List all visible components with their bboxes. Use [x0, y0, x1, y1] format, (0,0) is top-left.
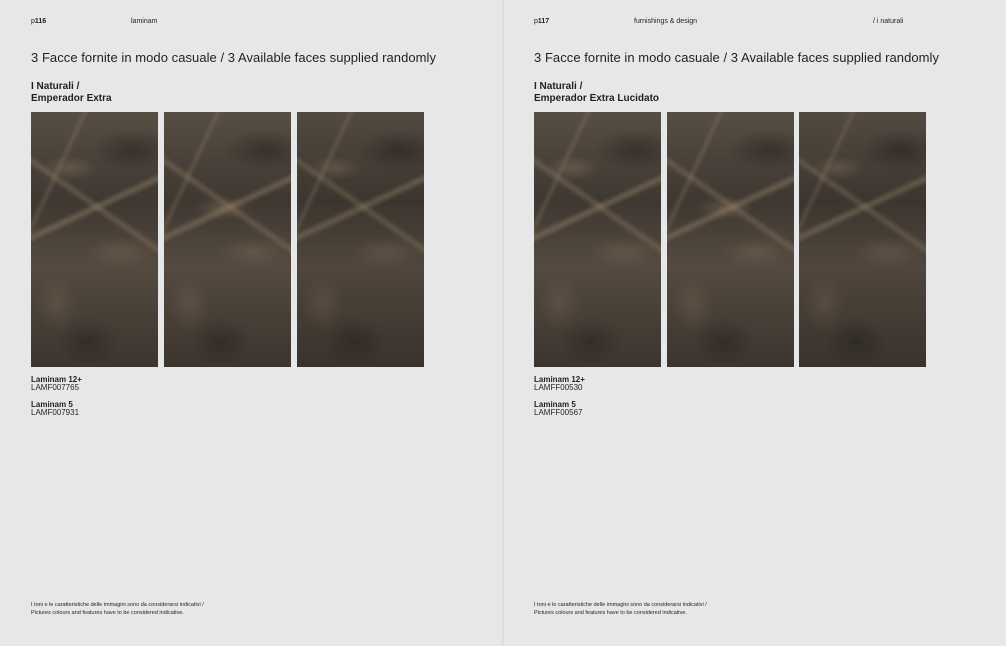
page-number: p117: [534, 18, 550, 25]
left-page: [0, 0, 502, 646]
spec-name: Laminam 12+: [31, 375, 82, 384]
spec-code: LAMF007765: [31, 383, 80, 392]
product-title: [31, 81, 112, 105]
running-header-section: furnishings & design: [634, 18, 698, 25]
product-collection: I Naturali /: [534, 81, 583, 92]
marble-face-image: [534, 112, 661, 367]
spec-name: Laminam 12+: [534, 375, 585, 384]
marble-face-image: [164, 112, 291, 367]
spec-code: LAMFF00530: [534, 383, 583, 392]
disclaimer: [534, 602, 707, 617]
spec-name: Laminam 5: [534, 400, 576, 409]
disclaimer-line: I toni e le caratteristiche delle immagini sono da considerarsi indicativi /: [534, 602, 707, 608]
marble-faces: [31, 112, 424, 367]
spec-block: [31, 376, 82, 392]
product-name: Emperador Extra Lucidato: [534, 93, 660, 104]
disclaimer: [31, 602, 204, 617]
marble-faces: [534, 112, 927, 367]
marble-face-image: [799, 112, 926, 367]
page-headline: 3 Facce fornite in modo casuale / 3 Available faces supplied randomly: [534, 50, 939, 65]
disclaimer-line: Pictures colours and features have to be considered indicative.: [534, 609, 687, 616]
marble-face-image: [31, 112, 158, 367]
spec-name: Laminam 5: [31, 400, 73, 409]
running-header-collection: / i naturali: [873, 18, 904, 25]
spec-block: [31, 401, 79, 417]
disclaimer-line: Pictures colours and features have to be considered indicative.: [31, 609, 184, 616]
spec-block: [534, 376, 585, 392]
product-title: [534, 81, 659, 105]
marble-face-image: [667, 112, 794, 367]
spec-code: LAMFF00567: [534, 408, 583, 417]
spec-code: LAMF007931: [31, 408, 80, 417]
product-name: Emperador Extra: [31, 93, 112, 104]
disclaimer-line: I toni e le caratteristiche delle immagini sono da considerarsi indicativi /: [31, 602, 204, 608]
running-header-section: laminam: [131, 18, 158, 25]
right-page: [504, 0, 1006, 646]
product-collection: I Naturali /: [31, 81, 80, 92]
page-headline: 3 Facce fornite in modo casuale / 3 Available faces supplied randomly: [31, 50, 436, 65]
spec-block: [534, 401, 582, 417]
page-number: p116: [31, 18, 47, 25]
marble-face-image: [297, 112, 424, 367]
